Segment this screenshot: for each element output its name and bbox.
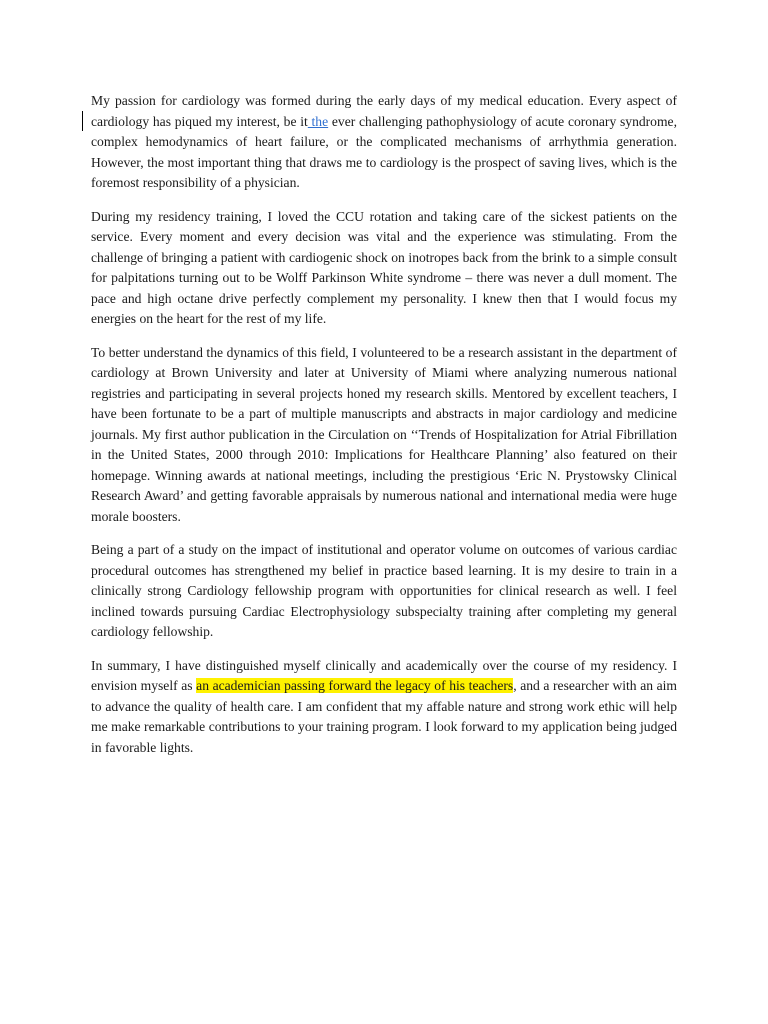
paragraph-5-text-end: , and a researcher with an aim to advance the quality of health care. I am confident that my affable nature and strong work ethic will help me make remarkable contributions to your training program. I look forward to my application being judged in favorable lights. [91,678,677,755]
paragraph-5-text-start: In summary, I have distinguished myself clinically and academically over the course of my residency. I envision myself as [91,657,677,693]
underlined-word[interactable]: the [307,113,329,129]
document-body[interactable] [91,91,677,771]
paragraph-4: Being a part of a study on the impact of institutional and operator volume on outcomes of various cardiac procedural outcomes has strengthened my belief in practice based learning. It is my desire to train in a clinically strong Cardiology fellowship program with opportunities for clinical research as well. I feel inclined towards pursuing Cardiac Electrophysiology subspecialty training after completing my general cardiology fellowship. [91,542,677,639]
paragraph-1-text-end: ever challenging pathophysiology of acute coronary syndrome, complex hemodynamics of heart failure, or the complicated mechanisms of arrhythmia generation. However, the most important thing that draws me to cardiology is the prospect of saving lives, which is the foremost responsibility of a physician. [91,113,677,190]
paragraph-3: To better understand the dynamics of this field, I volunteered to be a research assistant in the department of cardiology at Brown University and later at University of Miami where analyzing numerous national registries and participating in several projects honed my research skills. Mentored by excellent teachers, I have been fortunate to be a part of multiple manuscripts and abstracts in major cardiology and medicine journals. My first author publication in the Circulation on ‘‘Trends of Hospitalization for Atrial Fibrillation in the United States, 2000 through 2010: Implications for Healthcare Planning’ also featured on their homepage. Winning awards at national meetings, including the prestigious ‘Eric N. Prystowsky Clinical Research Award’ and getting favorable appraisals by numerous national and international media were huge morale boosters. [91,344,677,524]
paragraph-2: During my residency training, I loved the CCU rotation and taking care of the sickest patients on the service. Every moment and every decision was vital and the experience was stimulating. From the challenge of bringing a patient with cardiogenic shock on inotropes back from the brink to a simple consult for palpitations turning out to be Wolff Parkinson White syndrome – there was never a dull moment. The pace and high octane drive perfectly complement my personality. I knew then that I would focus my energies on the heart for the rest of my life. [91,208,677,326]
paragraph-1-text-start: My passion for cardiology was formed during the early days of my medical education. Every aspect of cardiology has piqued my interest, be it [91,93,677,129]
highlighted-phrase: an academician passing forward the legacy of his teachers [196,678,514,693]
text-cursor [82,111,83,131]
paragraph-1 [91,91,677,194]
paragraph-5 [91,656,677,759]
